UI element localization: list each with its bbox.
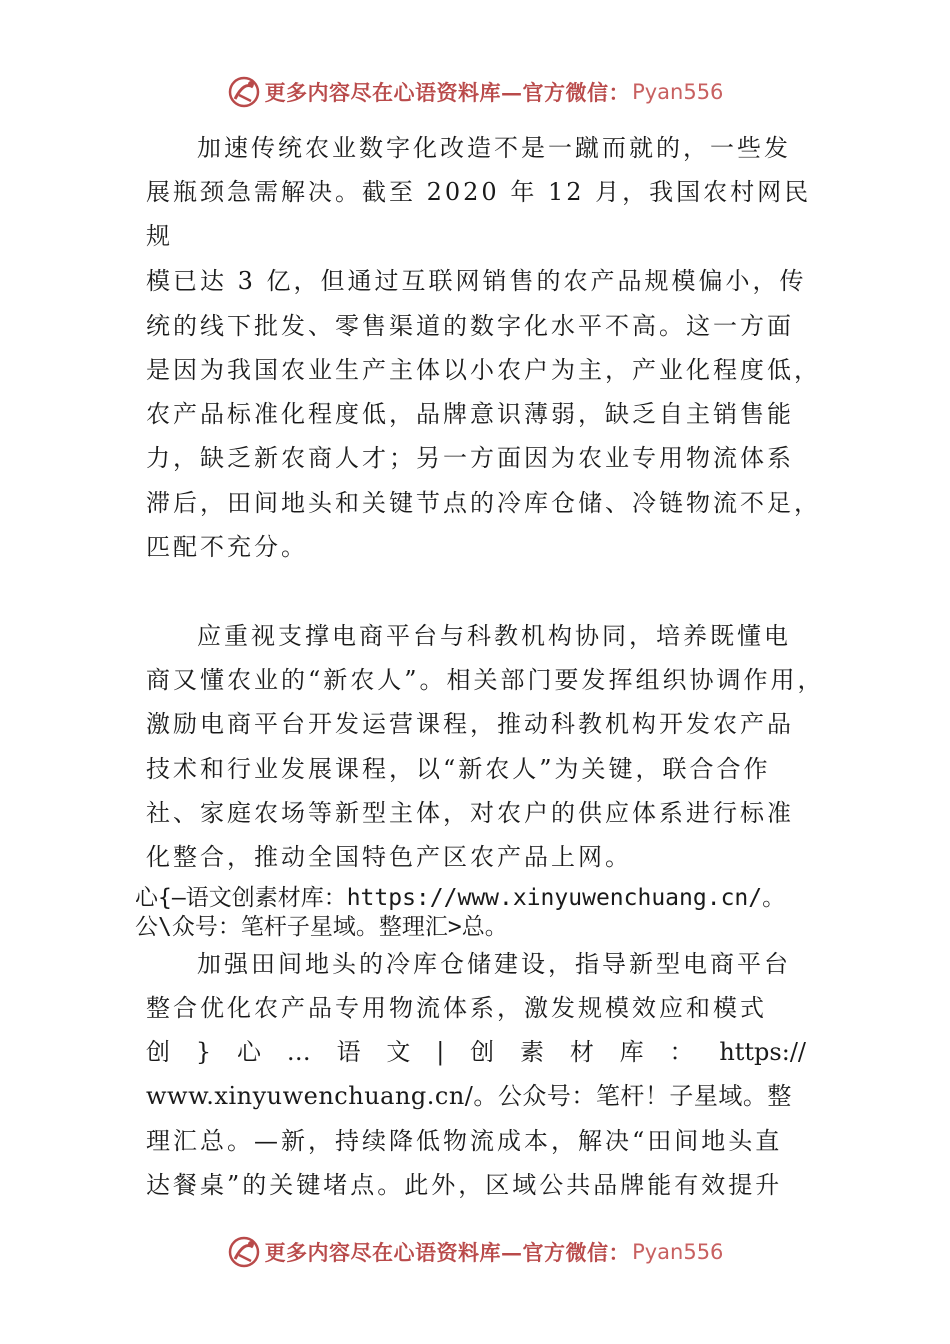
paragraph-line: 商又懂农业的“新农人”。相关部门要发挥组织协调作用， <box>146 666 825 694</box>
paragraph-line: 匹配不充分。 <box>146 533 308 561</box>
paragraph-line: 化整合，推动全国特色产区农产品上网。 <box>146 843 632 871</box>
paragraph-line: 农产品标准化程度低，品牌意识薄弱，缺乏自主销售能 <box>146 400 794 428</box>
paragraph-line: 统的线下批发、零售渠道的数字化水平不高。这一方面 <box>146 312 794 340</box>
spread-char: … <box>286 1038 311 1066</box>
paragraph-line: 激励电商平台开发运营课程，推动科教机构开发农产品 <box>146 710 794 738</box>
footer-banner-wechat: Pyan556 <box>632 1240 724 1264</box>
paragraph-line: 力，缺乏新农商人才；另一方面因为农业专用物流体系 <box>146 444 794 472</box>
paragraph-line: 滞后，田间地头和关键节点的冷库仓储、冷链物流不足， <box>146 489 821 517</box>
paragraph-line: 模已达 3 亿，但通过互联网销售的农产品规模偏小，传 <box>146 267 807 295</box>
spread-char: 文 <box>386 1038 411 1066</box>
paragraph-line: 整合优化农产品专用物流体系，激发规模效应和模式 <box>146 994 767 1022</box>
header-banner-text: 更多内容尽在心语资料库—官方微信： <box>264 80 631 105</box>
spread-char: 心 <box>236 1038 261 1066</box>
paragraph-spread-line <box>146 1035 806 1069</box>
spread-char: 库 <box>619 1038 644 1066</box>
paragraph-line: 社、家庭农场等新型主体，对农户的供应体系进行标准 <box>146 799 794 827</box>
paragraph-line: 展瓶颈急需解决。截至 2020 年 12 月，我国农村网民 <box>146 178 812 206</box>
logo-icon <box>227 1235 261 1269</box>
spread-char: 创 <box>146 1038 170 1066</box>
paragraph-line: 加强田间地头的冷库仓储建设，指导新型电商平台 <box>197 950 791 978</box>
paragraph-line: www.xinyuwenchuang.cn/。公众号：笔杆！子星域。整 <box>146 1082 792 1110</box>
paragraph-line: 理汇总。—新，持续降低物流成本，解决“田间地头直 <box>146 1127 783 1155</box>
watermark-line: 公\众号：笔杆子星域。整理汇>总。 <box>135 914 508 940</box>
footer-banner <box>0 1232 950 1272</box>
spread-char: ： <box>669 1038 694 1066</box>
spread-char: | <box>436 1038 445 1066</box>
header-banner <box>0 72 950 112</box>
spread-char: 语 <box>336 1038 361 1066</box>
spread-char: 材 <box>569 1038 594 1066</box>
spread-char: 素 <box>520 1038 544 1066</box>
watermark-line: 心{—语文创素材库：https://www.xinyuwenchuang.cn/。 <box>135 885 786 911</box>
logo-icon <box>227 75 261 109</box>
paragraph-line: 加速传统农业数字化改造不是一蹴而就的，一些发 <box>197 134 791 162</box>
paragraph-line: 达餐桌”的关键堵点。此外，区域公共品牌能有效提升 <box>146 1171 783 1199</box>
paragraph-line: 是因为我国农业生产主体以小农户为主，产业化程度低， <box>146 356 821 384</box>
spread-char: } <box>195 1038 212 1066</box>
header-banner-wechat: Pyan556 <box>632 80 724 104</box>
spread-char: 创 <box>470 1038 495 1066</box>
paragraph-line: 规 <box>146 222 173 250</box>
spread-char: https:// <box>719 1038 806 1066</box>
footer-banner-text: 更多内容尽在心语资料库—官方微信： <box>264 1240 631 1265</box>
paragraph-line: 技术和行业发展课程，以“新农人”为关键，联合合作 <box>146 755 771 783</box>
paragraph-line: 应重视支撑电商平台与科教机构协同，培养既懂电 <box>197 622 791 650</box>
